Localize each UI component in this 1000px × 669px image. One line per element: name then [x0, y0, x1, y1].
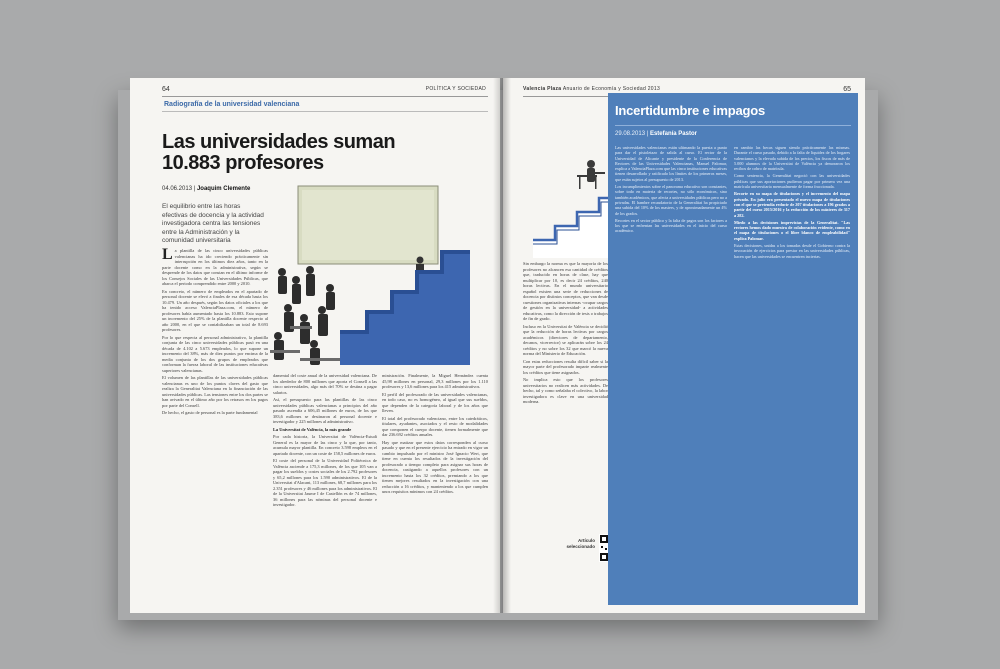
paragraph: damental del coste anual de la universidad valenciana. De los alrededor de 800 millones que aporta el Consell a las cinco universidades, algo más del 70% se destina a pagar salarios. — [273, 373, 377, 395]
paragraph: En concreto, el número de empleados en el apartado de personal docente se elevó a finales de esa década hasta los 10.479. Un año después, según los datos oficiales a los que ha tenido acceso ValenciaPlaza.com, el número de profesores había aumentado hasta los 10.883. Esto supone un incremento del 25% de la plantilla docente respecto al año 2000, en el que se contabilizaban un total de 8.693 profesores. — [162, 288, 268, 332]
selected-article-label: Artículo seleccionado — [566, 538, 595, 549]
right-running-head — [523, 86, 660, 92]
brand-name: Valencia Plaza — [523, 86, 562, 92]
article-column-3 — [382, 373, 488, 608]
paragraph: Incluso en la Universitat de València se decidió que la reducción de horas lectivas por cargos académicos (directores de departamento, decanos, vicerrector) se aplicarán sobre los 24 créditos y no sobre los 32 que marcó la nueva norma del Ministerio de Educación. — [523, 323, 608, 356]
subheading: Miedo a las decisiones imprevistas de la Generalitat. "Las rectores hemos dado muestra de colaboración evidente, como en el mapa de titulaciones o el libre blanco de empleabilidad" explica Palomar. — [734, 219, 850, 241]
sidebar-author: Estefanía Pastor — [649, 131, 697, 137]
article-column-2 — [273, 373, 377, 608]
paragraph: en cambio las becas siguen siendo prácticamente las mismas. Durante el curso pasado, debido a la falta de liquidez de los hogares valencianos y la elevada subida de los precios, los fiscos de más de 5.000 alumnos de la Universitat de València ya demoraron los recibos de cobro de matrícula. — [734, 145, 850, 172]
sidebar-date: 29.08.2013 — [615, 131, 646, 137]
byline: 04.06.2013 | Joaquim Clemente — [162, 186, 251, 192]
sidebar-byline: 29.08.2013 | Estefanía Pastor — [615, 131, 697, 137]
spine-gutter — [493, 78, 511, 613]
paragraph: Así, el presupuesto para las plantillas de las cinco universidades públicas valencianas a principios del año pasado ascendía a 606,45 millones de euros, de los que 383,6 millones se destinaron al personal docente e investigador y 225 millones al administrativo. — [273, 397, 377, 424]
article-author: Joaquim Clemente — [196, 186, 251, 192]
paragraph: Recortes en el sector público y la falta de pagos son los factores a los que se enfrentan las universidades en el inicio del curso académico. — [615, 217, 727, 234]
paragraph: El total del profesorado valenciano, entre los catedráticos, titulares, ayudantes, asociados y el resto de modalidades que componen el cuerpo docente, tienen formalmente que dar 236.692 créditos anuales. — [382, 415, 488, 437]
paragraph: Los incumplimientos sobre el panorama educativo son constantes, sobre todo en materia de recortes, no sólo económicos, sino también académicos, que afecta a universidades públicas pero no a privadas. El hambre recaudatorio de la Generalitat ha propiciado una subida del 10% de los masters, y de aproximadamente un 4% de los grados. — [615, 184, 727, 216]
paragraph: La plantilla de las cinco universidades públicas valencianas ha ido creciendo prácticamente sin interrupción en los últimos diez años, tanto en la parte docente como en la administrativa, según se desprende de los datos que constan en el último informe de los Consejos Sociales de las Universidades Públicas, que abarca el periodo comprendido entre 2000 y 2010. — [162, 248, 268, 286]
paragraph: El perfil del profesorado de las universidades valencianas, en todo caso, no es homogéneo, al igual que sus sueldos, que dependen de la categoría laboral y de los años que lleven. — [382, 391, 488, 413]
publication-title: Anuario de Economía y Sociedad 2013 — [562, 86, 661, 92]
article-column-1 — [523, 261, 608, 526]
lead-paragraph: El equilibrio entre las horas efectivas de docencia y la actividad investigadora centra las tensiones entre la Administración y la comunidad universitaria — [162, 203, 264, 244]
paragraph: El volumen de las plantillas de las universidades públicas valencianas es uno de los puntos claves del gasto que realiza la Generalitat Valenciana en la financiación de las universidades públicas. Las tensiones entre los dos partes se han avivado en el último año por los retrasos en los pagos por parte del Consell. — [162, 375, 268, 408]
right-folio: 65 — [843, 86, 851, 93]
paragraph: Como sentencia, la Generalitat negoció con las universidades públicas que sus aportaciones pudieran pagar por primera vez una matrícula universitaria mensualmente de forma fraccionada. — [734, 173, 850, 190]
classroom-illustration — [270, 180, 485, 365]
paragraph: El coste del personal de la Universidad Politécnica de València asciende a 175,3 millones, de los que 105 van a pagar los sueldos y costes sociales de los 2.792 profesores y 65,2 millones para los 1.590 administrativos. El de la Universitat d'Alacant, 113 millones, 68,7 millones para los 2.351 profesores y 46 millones para los administrativos. El de la Universitat Jaume I de Castellón es de 74 millones, 36 millones para las nóminas del personal docente e investigador. — [273, 458, 377, 507]
subheading: Recorte en su mapa de titulaciones y el incremento del mapa privado. En julio era presentado el nuevo mapa de titulaciones con el que se pretendía reducir de 207 titulaciones a 196 grados a partir del curso 2015/2016 y la reducción de los másteres de 317 a 282. — [734, 191, 850, 218]
paragraph: Por cada historia, la Universitat de València-Estudi General es la mayor de las cinco y la que, por tanto, acumula mayor plantilla. En concreto 3.598 empleos en el apartado docente, con un coste de 158,5 millones de euros. — [273, 434, 377, 456]
paragraph: Las universidades valencianas están ultimando la puesta a punto para dar el pistoletazo de salida al curso. El rector de la Universidad de Alicante y presidente de la Conferencia de Rectores de las Universidades Valencianas, Manuel Palomar, explica a ValenciaPlaza.com que las cinco instituciones educativas tienen desarrollado y ratificado los límites de los primeros meses, que están sujetos al presupuesto de 2013. — [615, 145, 727, 182]
paragraph: Estas decisiones, unidas a los tomadas desde el Gobierno contra la invocación de ejercicios para prestar en las universidades públicas, hacen que las universidades se encuentren inciertas. — [734, 243, 850, 259]
headline: Las universidades suman 10.883 profesores — [162, 131, 396, 174]
article-column-1 — [162, 248, 268, 608]
drop-cap: L — [162, 248, 173, 263]
section-rule — [162, 111, 488, 112]
subheading: La Universitat de València, la más grande — [273, 426, 352, 432]
paragraph: De hecho, el gasto de personal es la parte fundamental — [162, 410, 258, 415]
sidebar-title: Incertidumbre e impagos — [615, 103, 765, 118]
section-label: Radiografía de la universidad valenciana — [164, 101, 300, 108]
sidebar-rule — [615, 125, 851, 126]
article-date: 04.06.2013 — [162, 186, 193, 192]
left-running-head: POLÍTICA Y SOCIEDAD — [425, 86, 486, 92]
paragraph: No implica esto que los profesores universitarios no realicen más actividades. De hecho, tal y como señalaba el colectivo, la labor investigadora es clave en una universidad moderna. — [523, 377, 608, 404]
header-rule — [162, 96, 488, 97]
paragraph: Sin embargo la norma es que la mayoría de los profesores no alcancen esa cantidad de créditos que, traducido en horas de clase, hay que multiplicar por 10, es decir 24 créditos, 240 horas lectivas. En el mundo universitario español existen una serie de reducciones de docencia por distintos conceptos, que van desde cuestiones organizativas internas -ocupar cargos de gestión en la universidad- a actividades educativas, como la dirección de tesis o trabajos de fin de grado. — [523, 261, 608, 321]
sidebar-article-box — [608, 93, 858, 605]
sidebar-column-2 — [734, 145, 850, 595]
left-folio: 64 — [162, 86, 170, 93]
left-page — [130, 78, 500, 613]
paragraph: Hay que matizar que estos datos corresponden al curso pasado y que en el presente ejercicio ha entrado en vigor un cambio impulsado por el ministro José Ignacio Wert, que tiene en cuenta los resultados de la investigación del profesorado a tiempo completo para asignar sus horas de docencia, castigando a aquellos profesores con un incremento hasta los 32 créditos, premiando a los que tienen mejores resultados en la investigación con una reducción a 16 créditos, y manteniendo a los que cumplen unos requisitos mínimos con 24 créditos. — [382, 439, 488, 494]
paragraph: Con estas reducciones resulta difícil saber si la mayor parte del profesorado imparte realmente los créditos que tiene asignados. — [523, 358, 608, 375]
paragraph: Por lo que respecta al personal administrativo, la plantilla conjunta de las cinco universidades públicas pasó en una década de 4.102 a 5.673 empleados, lo que supone un incremento del 38%, más de diez puntos por encima de la media conjunta de los dos grupos de empleados que conforman la fuerza laboral de las instituciones educativas superiores valencianas. — [162, 334, 268, 373]
sidebar-column-1 — [615, 145, 727, 595]
paragraph: ministración. Finalmente, la Miguel Hernández cuenta 45,98 millones en personal, 29,3 millones por los 1.110 profesores y 13,6 millones para los 415 administrativos. — [382, 373, 488, 389]
